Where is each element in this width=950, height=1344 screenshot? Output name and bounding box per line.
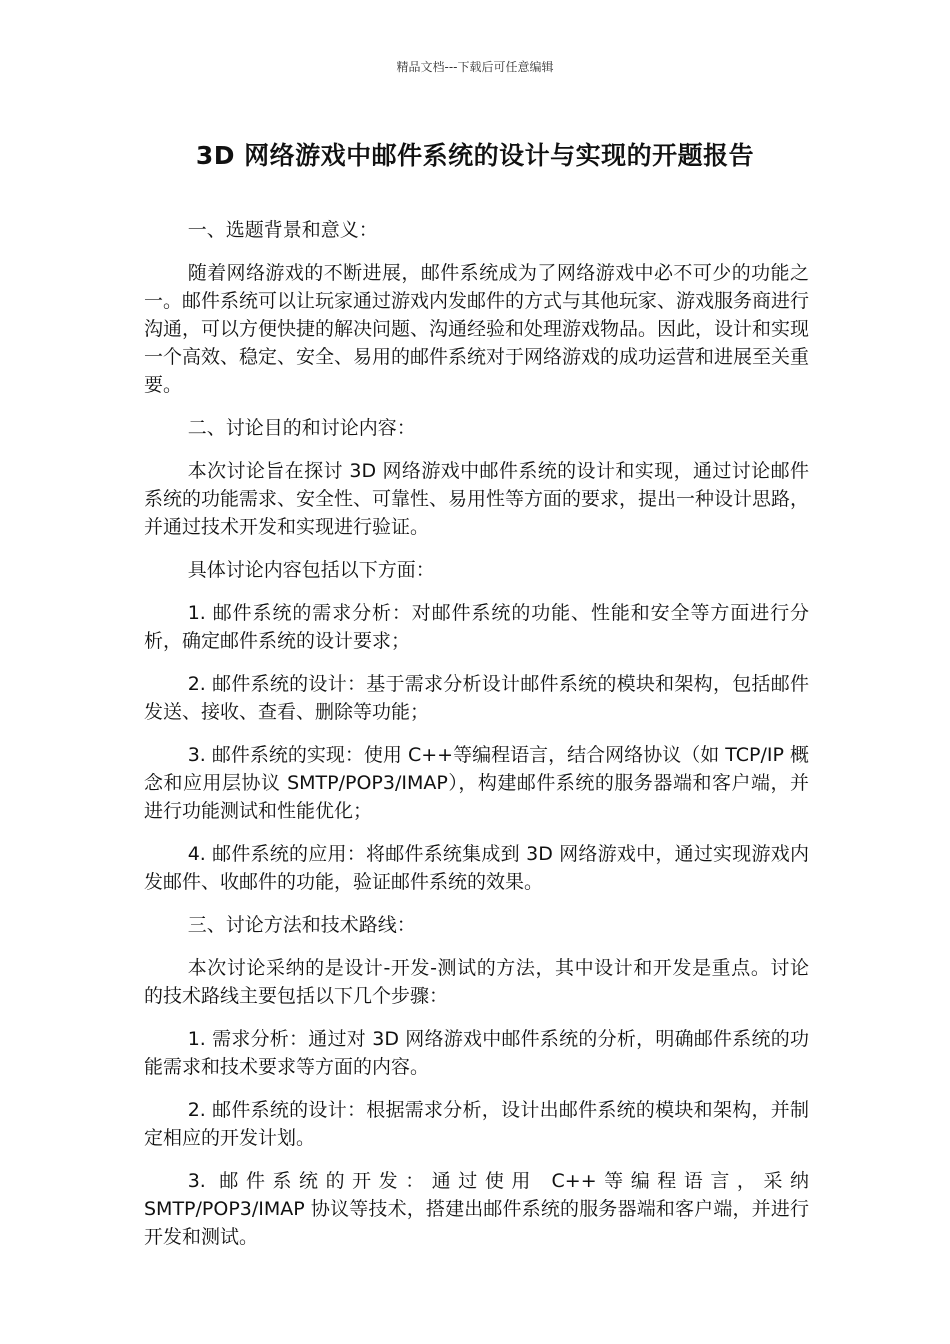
paragraph-content-intro: 具体讨论内容包括以下方面：: [187, 559, 435, 581]
list-item-step-3: 3. 邮件系统的开发：通过使用 C++等编程语言，采纳 SMTP/POP3/IMAP 协议等技术，搭建出邮件系统的服务器端和客户端，并进行开发和测试。: [144, 1170, 809, 1248]
list-item-content-2: 2. 邮件系统的设计：基于需求分析设计邮件系统的模块和架构，包括邮件发送、接收、查看、删除等功能；: [144, 673, 809, 723]
header-note: 精品文档---下载后可任意编辑: [396, 60, 554, 74]
list-item-content-3: 3. 邮件系统的实现：使用 C++等编程语言，结合网络协议（如 TCP/IP 概念和应用层协议 SMTP/POP3/IMAP），构建邮件系统的服务器端和客户端，并进行功能测试和性能优化；: [144, 744, 809, 822]
paragraph-methods: 本次讨论采纳的是设计-开发-测试的方法，其中设计和开发是重点。讨论的技术路线主要包括以下几个步骤：: [144, 957, 809, 1007]
list-item-step-1: 1. 需求分析：通过对 3D 网络游戏中邮件系统的分析，明确邮件系统的功能需求和技术要求等方面的内容。: [144, 1028, 809, 1078]
list-item-content-1: 1. 邮件系统的需求分析：对邮件系统的功能、性能和安全等方面进行分析，确定邮件系统的设计要求；: [144, 602, 809, 652]
list-item-content-4: 4. 邮件系统的应用：将邮件系统集成到 3D 网络游戏中，通过实现游戏内发邮件、收邮件的功能，验证邮件系统的效果。: [144, 843, 809, 893]
paragraph-background: 随着网络游戏的不断进展，邮件系统成为了网络游戏中必不可少的功能之一。邮件系统可以让玩家通过游戏内发邮件的方式与其他玩家、游戏服务商进行沟通，可以方便快捷的解决问题、沟通经验和处理游戏物品。因此，设计和实现一个高效、稳定、安全、易用的邮件系统对于网络游戏的成功运营和进展至关重要。: [144, 262, 810, 396]
document-title: 3D 网络游戏中邮件系统的设计与实现的开题报告: [195, 141, 755, 170]
section-heading-methods: 三、讨论方法和技术路线：: [187, 914, 416, 936]
paragraph-objectives: 本次讨论旨在探讨 3D 网络游戏中邮件系统的设计和实现，通过讨论邮件系统的功能需求、安全性、可靠性、易用性等方面的要求，提出一种设计思路，并通过技术开发和实现进行验证。: [144, 460, 810, 538]
section-heading-objectives: 二、讨论目的和讨论内容：: [187, 417, 416, 439]
list-item-step-2: 2. 邮件系统的设计：根据需求分析，设计出邮件系统的模块和架构，并制定相应的开发计划。: [144, 1099, 809, 1149]
section-heading-background: 一、选题背景和意义：: [187, 219, 378, 241]
document-body: [144, 216, 809, 1266]
